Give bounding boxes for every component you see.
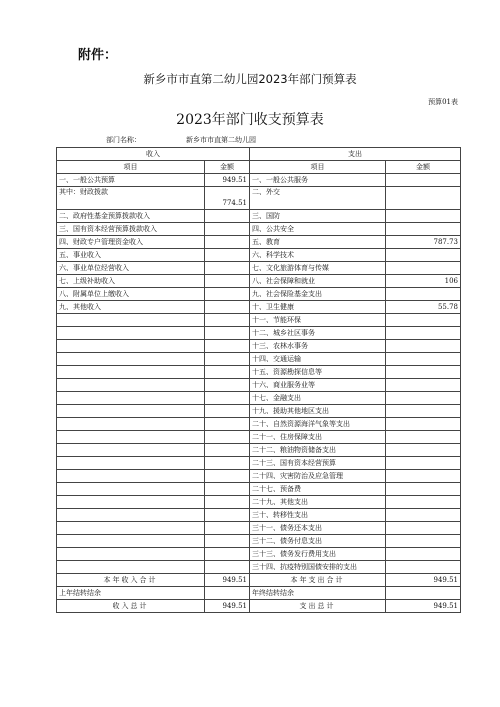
income-amount-cell bbox=[205, 379, 250, 392]
expense-item-cell: 十、卫生健康 bbox=[250, 301, 386, 314]
table-title: 2023年部门收支预算表 bbox=[176, 112, 324, 128]
income-item-cell: 五、事业收入 bbox=[57, 249, 205, 262]
income-amount-header: 金额 bbox=[205, 161, 250, 174]
expense-header: 支出 bbox=[250, 148, 461, 161]
table-row bbox=[57, 496, 461, 509]
income-year-total-amount: 949.51 bbox=[205, 574, 250, 587]
expense-amount-cell bbox=[386, 392, 461, 405]
income-amount-cell bbox=[205, 457, 250, 470]
document-title: 新乡市市直第二幼儿园2023年部门预算表 bbox=[143, 72, 357, 86]
expense-item-cell: 十一、节能环保 bbox=[250, 314, 386, 327]
table-row bbox=[57, 223, 461, 236]
income-item-cell: 四、财政专户管理资金收入 bbox=[57, 236, 205, 249]
expense-amount-cell bbox=[386, 548, 461, 561]
income-amount-cell bbox=[205, 249, 250, 262]
table-row bbox=[57, 548, 461, 561]
income-amount-cell bbox=[205, 431, 250, 444]
expense-item-cell: 五、教育 bbox=[250, 236, 386, 249]
table-row bbox=[57, 187, 461, 210]
income-item-cell bbox=[57, 379, 205, 392]
income-amount-cell bbox=[205, 483, 250, 496]
year-end-label: 年终结转结余 bbox=[250, 587, 386, 600]
income-item-header: 项目 bbox=[57, 161, 205, 174]
expense-amount-cell: 787.73 bbox=[386, 236, 461, 249]
expense-amount-cell bbox=[386, 366, 461, 379]
expense-item-cell: 十七、金融支出 bbox=[250, 392, 386, 405]
expense-amount-cell bbox=[386, 223, 461, 236]
expense-item-cell: 三十一、债务还本支出 bbox=[250, 522, 386, 535]
table-row bbox=[57, 275, 461, 288]
expense-amount-cell bbox=[386, 174, 461, 187]
expense-total-amount: 949.51 bbox=[386, 600, 461, 613]
expense-amount-cell bbox=[386, 340, 461, 353]
expense-amount-cell bbox=[386, 457, 461, 470]
expense-amount-cell bbox=[386, 262, 461, 275]
expense-amount-cell bbox=[386, 353, 461, 366]
income-item-cell bbox=[57, 535, 205, 548]
expense-item-cell: 二十四、灾害防治及应急管理 bbox=[250, 470, 386, 483]
income-total-label: 收入总计 bbox=[57, 600, 205, 613]
table-row bbox=[57, 457, 461, 470]
expense-amount-cell: 55.78 bbox=[386, 301, 461, 314]
income-amount-cell bbox=[205, 210, 250, 223]
table-row bbox=[57, 509, 461, 522]
carryover-amount bbox=[205, 587, 250, 600]
income-item-cell: 六、事业单位经营收入 bbox=[57, 262, 205, 275]
income-amount-cell bbox=[205, 418, 250, 431]
table-row bbox=[57, 210, 461, 223]
income-amount-cell bbox=[205, 288, 250, 301]
expense-amount-cell bbox=[386, 483, 461, 496]
expense-amount-cell bbox=[386, 418, 461, 431]
income-amount-cell bbox=[205, 405, 250, 418]
income-item-cell bbox=[57, 327, 205, 340]
budget-table bbox=[56, 147, 461, 613]
expense-item-cell: 一、一般公共服务 bbox=[250, 174, 386, 187]
expense-item-cell: 二十、自然资源海洋气象等支出 bbox=[250, 418, 386, 431]
expense-item-header: 项目 bbox=[250, 161, 386, 174]
table-row bbox=[57, 340, 461, 353]
income-item-cell: 八、附属单位上缴收入 bbox=[57, 288, 205, 301]
income-amount-cell bbox=[205, 496, 250, 509]
expense-item-cell: 二十一、住房保障支出 bbox=[250, 431, 386, 444]
expense-item-cell: 二十九、其他支出 bbox=[250, 496, 386, 509]
income-item-cell: 九、其他收入 bbox=[57, 301, 205, 314]
column-header-row bbox=[57, 161, 461, 174]
section-header-row bbox=[57, 148, 461, 161]
expense-amount-cell bbox=[386, 470, 461, 483]
table-row bbox=[57, 561, 461, 574]
expense-item-cell: 三、国防 bbox=[250, 210, 386, 223]
expense-amount-cell bbox=[386, 405, 461, 418]
expense-year-total-label: 本年支出合计 bbox=[250, 574, 386, 587]
table-row bbox=[57, 236, 461, 249]
table-row bbox=[57, 249, 461, 262]
income-amount-cell bbox=[205, 262, 250, 275]
income-item-cell bbox=[57, 392, 205, 405]
expense-item-cell: 二十三、国有资本经营预算 bbox=[250, 457, 386, 470]
income-amount-cell bbox=[205, 561, 250, 574]
expense-amount-cell bbox=[386, 249, 461, 262]
income-item-cell: 二、政府性基金预算拨款收入 bbox=[57, 210, 205, 223]
table-row bbox=[57, 444, 461, 457]
income-item-cell bbox=[57, 470, 205, 483]
income-amount-cell bbox=[205, 236, 250, 249]
expense-item-cell: 三十、转移性支出 bbox=[250, 509, 386, 522]
table-number: 预算01表 bbox=[428, 98, 458, 106]
expense-item-cell: 十九、援助其他地区支出 bbox=[250, 405, 386, 418]
expense-item-cell: 十四、交通运输 bbox=[250, 353, 386, 366]
expense-year-total-amount: 949.51 bbox=[386, 574, 461, 587]
income-item-cell: 七、上级补助收入 bbox=[57, 275, 205, 288]
expense-item-cell: 十三、农林水事务 bbox=[250, 340, 386, 353]
expense-item-cell: 十二、城乡社区事务 bbox=[250, 327, 386, 340]
income-amount-cell bbox=[205, 535, 250, 548]
grand-total-row bbox=[57, 600, 461, 613]
attachment-label: 附件： bbox=[78, 48, 118, 63]
income-item-cell: 其中：财政拨款 bbox=[57, 187, 205, 210]
expense-item-cell: 八、社会保障和就业 bbox=[250, 275, 386, 288]
income-amount-cell bbox=[205, 470, 250, 483]
expense-amount-cell: 106 bbox=[386, 275, 461, 288]
expense-amount-cell bbox=[386, 187, 461, 210]
income-year-total-label: 本年收入合计 bbox=[57, 574, 205, 587]
expense-item-cell: 十五、资源勘探信息等 bbox=[250, 366, 386, 379]
table-row bbox=[57, 379, 461, 392]
income-amount-cell bbox=[205, 301, 250, 314]
expense-item-cell: 二十二、粮油物资储备支出 bbox=[250, 444, 386, 457]
income-amount-cell bbox=[205, 275, 250, 288]
table-row bbox=[57, 327, 461, 340]
expense-amount-cell bbox=[386, 379, 461, 392]
income-item-cell bbox=[57, 405, 205, 418]
income-item-cell: 一、一般公共预算 bbox=[57, 174, 205, 187]
expense-amount-header: 金额 bbox=[386, 161, 461, 174]
expense-amount-cell bbox=[386, 288, 461, 301]
income-amount-cell: 949.51 bbox=[205, 174, 250, 187]
income-amount-cell bbox=[205, 444, 250, 457]
expense-amount-cell bbox=[386, 327, 461, 340]
table-row bbox=[57, 353, 461, 366]
carryover-row bbox=[57, 587, 461, 600]
income-amount-cell bbox=[205, 314, 250, 327]
expense-item-cell: 九、社会保险基金支出 bbox=[250, 288, 386, 301]
income-item-cell bbox=[57, 431, 205, 444]
table-row bbox=[57, 535, 461, 548]
expense-amount-cell bbox=[386, 496, 461, 509]
income-amount-cell bbox=[205, 353, 250, 366]
table-row bbox=[57, 418, 461, 431]
department-label: 部门名称： bbox=[106, 136, 141, 144]
income-item-cell bbox=[57, 509, 205, 522]
table-row bbox=[57, 470, 461, 483]
table-row bbox=[57, 392, 461, 405]
income-header: 收入 bbox=[57, 148, 250, 161]
table-row bbox=[57, 483, 461, 496]
income-item-cell bbox=[57, 496, 205, 509]
income-item-cell bbox=[57, 561, 205, 574]
income-item-cell bbox=[57, 444, 205, 457]
income-amount-cell bbox=[205, 223, 250, 236]
income-item-cell bbox=[57, 314, 205, 327]
income-amount-cell bbox=[205, 509, 250, 522]
income-item-cell bbox=[57, 483, 205, 496]
department-name: 新乡市市直第二幼儿园 bbox=[186, 136, 256, 144]
expense-amount-cell bbox=[386, 314, 461, 327]
income-item-cell bbox=[57, 340, 205, 353]
expense-amount-cell bbox=[386, 431, 461, 444]
income-amount-cell: 774.51 bbox=[205, 187, 250, 210]
income-item-cell bbox=[57, 522, 205, 535]
income-item-cell bbox=[57, 366, 205, 379]
expense-amount-cell bbox=[386, 522, 461, 535]
table-row bbox=[57, 522, 461, 535]
expense-item-cell: 三十四、抗疫特别国债安排的支出 bbox=[250, 561, 386, 574]
table-row bbox=[57, 314, 461, 327]
income-item-cell bbox=[57, 457, 205, 470]
table-row bbox=[57, 405, 461, 418]
expense-total-label: 支出总计 bbox=[250, 600, 386, 613]
income-amount-cell bbox=[205, 392, 250, 405]
table-row bbox=[57, 301, 461, 314]
expense-item-cell: 三十二、债务付息支出 bbox=[250, 535, 386, 548]
expense-amount-cell bbox=[386, 535, 461, 548]
expense-item-cell: 十六、商业服务业等 bbox=[250, 379, 386, 392]
year-end-amount bbox=[386, 587, 461, 600]
income-amount-cell bbox=[205, 548, 250, 561]
table-row bbox=[57, 431, 461, 444]
expense-amount-cell bbox=[386, 210, 461, 223]
expense-item-cell: 二、外交 bbox=[250, 187, 386, 210]
expense-item-cell: 七、文化旅游体育与传媒 bbox=[250, 262, 386, 275]
income-amount-cell bbox=[205, 327, 250, 340]
expense-amount-cell bbox=[386, 444, 461, 457]
income-total-amount: 949.51 bbox=[205, 600, 250, 613]
income-amount-cell bbox=[205, 340, 250, 353]
year-total-row bbox=[57, 574, 461, 587]
expense-item-cell: 六、科学技术 bbox=[250, 249, 386, 262]
table-row bbox=[57, 366, 461, 379]
expense-item-cell: 四、公共安全 bbox=[250, 223, 386, 236]
income-amount-cell bbox=[205, 366, 250, 379]
table-row bbox=[57, 174, 461, 187]
income-amount-cell bbox=[205, 522, 250, 535]
table-row bbox=[57, 262, 461, 275]
expense-item-cell: 三十三、债务发行费用支出 bbox=[250, 548, 386, 561]
income-item-cell bbox=[57, 548, 205, 561]
expense-amount-cell bbox=[386, 561, 461, 574]
expense-amount-cell bbox=[386, 509, 461, 522]
income-item-cell bbox=[57, 353, 205, 366]
income-item-cell: 三、国有资本经营预算拨款收入 bbox=[57, 223, 205, 236]
table-row bbox=[57, 288, 461, 301]
income-item-cell bbox=[57, 418, 205, 431]
carryover-label: 上年结转结余 bbox=[57, 587, 205, 600]
expense-item-cell: 二十七、预备费 bbox=[250, 483, 386, 496]
